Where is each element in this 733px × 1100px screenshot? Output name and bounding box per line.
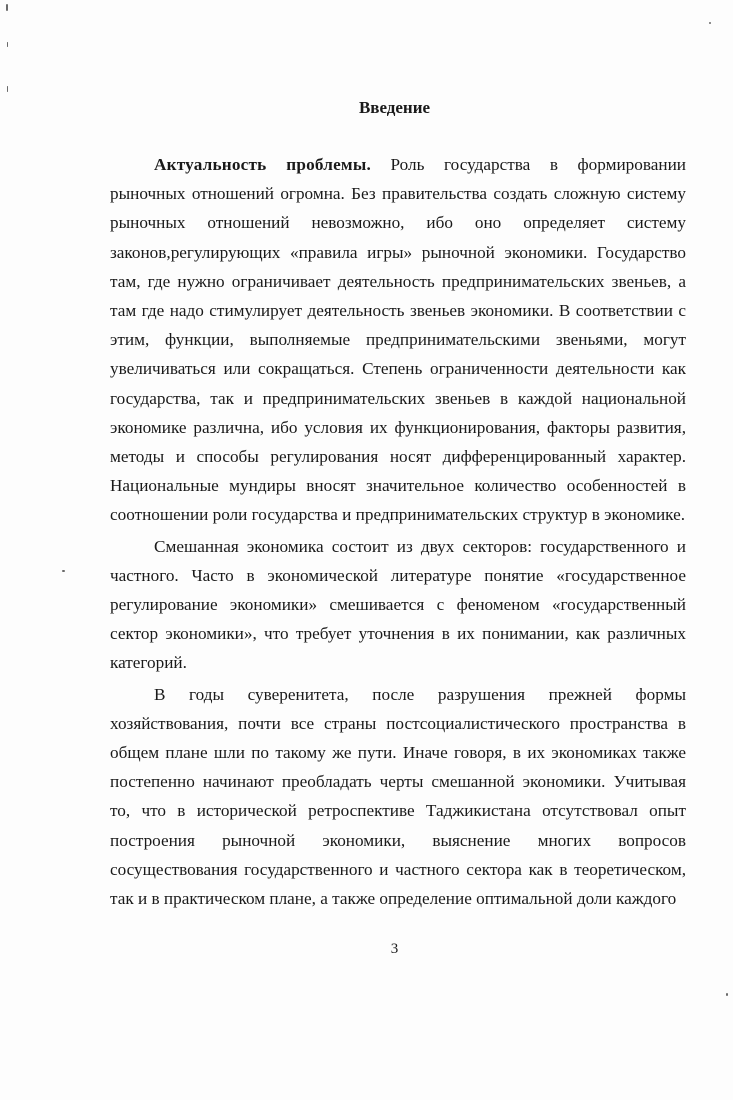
paragraph-text: В годы суверенитета, после разрушения прежней формы хозяйствования, почти все страны постсоциалистического пространства в общем плане шли по такому же пути. Иначе говоря, в их экономиках также постепенно начинают преобладать черты смешанной экономики. Учитывая то, что в исторической ретроспективе Таджикистана отсутствовал опыт построения рыночной экономики, выяснение многих вопросов сосуществования государственного и частного сектора как в теоретическом, так и в практическом плане, а также определение оптимальной доли каждого xyxy=(110,684,686,909)
scan-mark xyxy=(7,42,8,47)
paragraph-text: Смешанная экономика состоит из двух секторов: государственного и частного. Часто в экономической литературе понятие «государственное регулирование экономики» смешивается с феноменом «государственный сектор экономики», что требует уточнения в их понимании, как различных категорий. xyxy=(110,536,686,673)
paragraph-lead: Актуальность проблемы. xyxy=(154,155,371,174)
scan-mark xyxy=(709,22,711,24)
paragraph-sovereignty xyxy=(110,680,686,914)
paragraph-relevance xyxy=(110,150,686,530)
paragraph-mixed-economy xyxy=(110,532,686,678)
body-text xyxy=(110,150,686,913)
paragraph-text: Роль государства в формировании рыночных отношений огромна. Без правительства создать сложную систему рыночных отношений невозможно, ибо оно определяет систему законов,регулирующих «правила игры» рыночной экономики. Государство там, где нужно ограничивает деятельность предпринимательских звеньев, а там где надо стимулирует деятельность звеньев экономики. В соответствии с этим, функции, выполняемые предпринимательскими звеньями, могут увеличиваться или сокращаться. Степень ограниченности деятельности как государства, так и предпринимательских звеньев в каждой национальной экономике различна, ибо условия их функционирования, факторы развития, методы и способы регулирования носят дифференцированный характер. Национальные мундиры вносят значительное количество особенностей в соотношении роли государства и предпринимательских структур в экономике. xyxy=(110,155,686,525)
scan-mark xyxy=(726,993,728,996)
section-heading: Введение xyxy=(358,98,431,117)
page-number: 3 xyxy=(390,941,399,957)
scan-mark xyxy=(6,4,8,11)
scan-mark xyxy=(62,570,65,572)
scan-mark xyxy=(7,86,8,92)
